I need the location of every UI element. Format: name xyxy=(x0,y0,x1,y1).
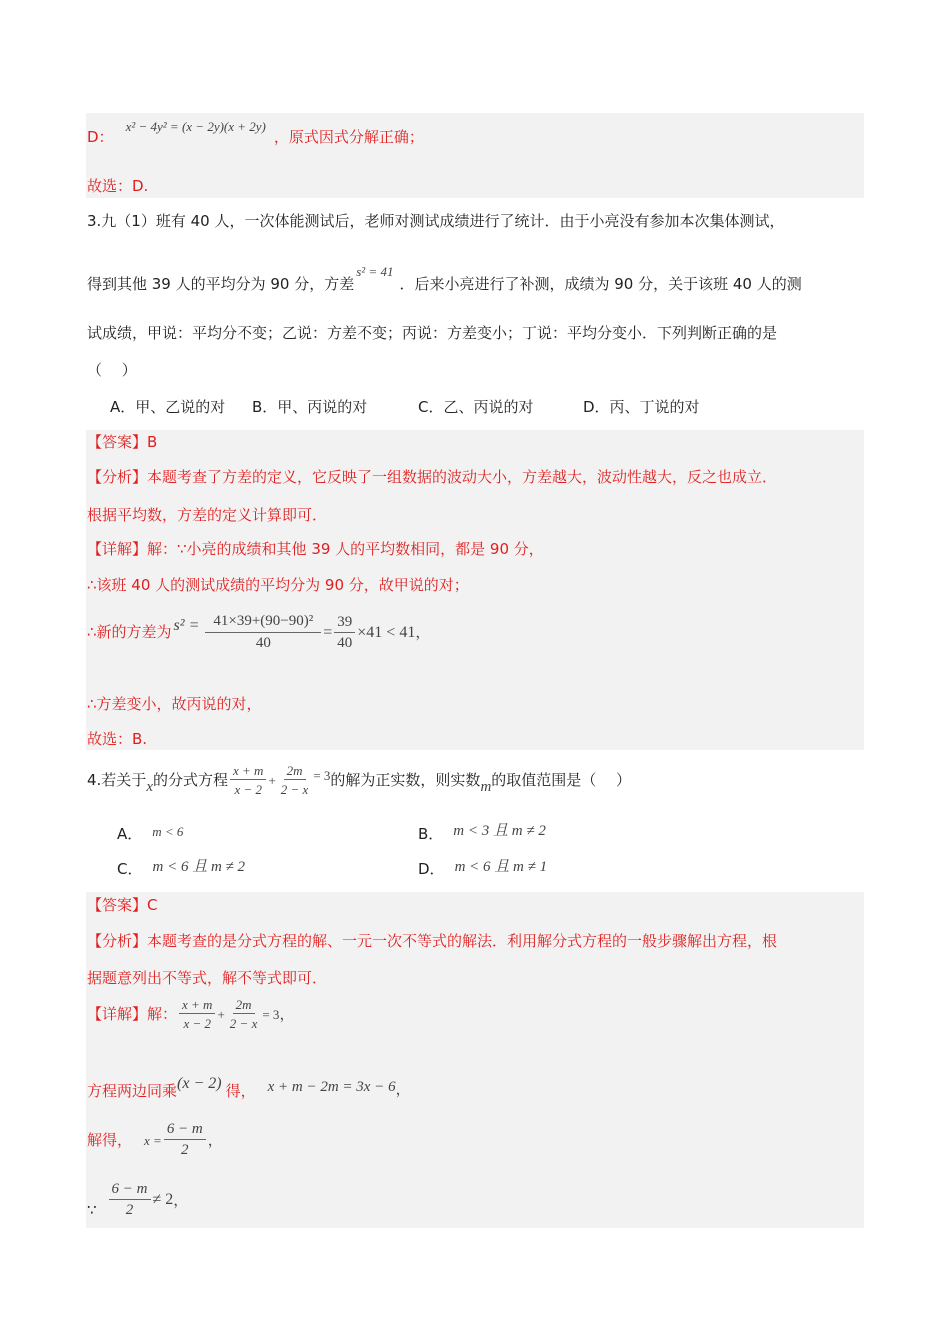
math: m < 3 且 m ≠ 2 xyxy=(453,823,546,839)
q3-detail: 【详解】解：∵小亮的成绩和其他 39 人的平均数相同，都是 90 分， xyxy=(87,540,544,558)
text: 的解为正实数，则实数 xyxy=(330,770,481,789)
q3-line: 3.九（1）班有 40 人，一次体能测试后，老师对测试成绩进行了统计．由于小亮没有参加本次集体测试， xyxy=(87,212,785,230)
text: 4.若关于 xyxy=(87,770,147,789)
fraction xyxy=(109,1182,151,1218)
q3-answer: 【答案】B xyxy=(87,433,158,451)
var: x xyxy=(146,778,153,795)
plus: + xyxy=(217,1006,225,1022)
var: m xyxy=(480,778,492,795)
equals: = xyxy=(323,623,333,641)
q4-detail-line xyxy=(87,998,294,1030)
q3-analysis: 根据平均数，方差的定义计算即可． xyxy=(87,506,328,524)
denominator: 40 xyxy=(255,635,271,651)
comma: ， xyxy=(207,1130,223,1149)
q4-option-b xyxy=(418,823,546,843)
factor: (x − 2) xyxy=(177,1074,222,1092)
text: ∴新的方差为 xyxy=(87,623,172,641)
q4-analysis: 据题意列出不等式，解不等式即可． xyxy=(87,969,328,987)
label: D： xyxy=(87,128,114,146)
text: 方程两边同乘 xyxy=(87,1082,178,1100)
lhs: s² = xyxy=(173,616,200,634)
text: ．后来小亮进行了补测，成绩为 90 分，关于该班 40 人的测 xyxy=(399,275,802,293)
q3-variance-line xyxy=(87,614,430,651)
fraction xyxy=(164,1122,206,1158)
q3-line: 试成绩，甲说：平均分不变；乙说：方差不变；丙说：方差变小；丁说：平均分变小．下列判断正确的是 xyxy=(87,324,778,342)
q4-analysis: 【分析】本题考查的是分式方程的解、一元一次不等式的解法．利用解分式方程的一般步骤解出方程，根 xyxy=(87,932,778,950)
q3-line xyxy=(87,264,802,293)
denominator: 2 − x xyxy=(229,1016,258,1031)
denominator: 2 xyxy=(181,1142,189,1158)
fraction xyxy=(179,998,215,1030)
denominator: 40 xyxy=(337,634,353,651)
numerator: 6 − m xyxy=(109,1182,151,1200)
label: A． xyxy=(117,825,143,843)
comma: ， xyxy=(173,1190,189,1209)
numerator: 6 − m xyxy=(164,1122,206,1140)
equals: = 3 xyxy=(313,767,331,783)
math: m < 6 且 m ≠ 2 xyxy=(152,859,246,875)
denominator: 2 xyxy=(125,1202,134,1218)
fraction xyxy=(278,764,312,796)
denominator: x − 2 xyxy=(234,782,262,797)
label: B． xyxy=(418,825,444,843)
formula: x² − 4y² = (x − 2y)(x + 2y) xyxy=(125,119,266,134)
formula: ×41 < 41 xyxy=(357,623,416,641)
numerator: x + m xyxy=(179,998,215,1014)
equation: x + m − 2m = 3x − 6 xyxy=(267,1079,396,1095)
q3-choose: 故选：B. xyxy=(87,730,148,748)
label: D． xyxy=(418,860,445,878)
fraction xyxy=(227,998,261,1030)
q3-option-a: A．甲、乙说的对 xyxy=(110,398,226,416)
numerator: 2m xyxy=(233,998,255,1014)
denominator: 2 − x xyxy=(280,782,309,797)
formula: s² = 41 xyxy=(356,264,394,279)
text: ，原式因式分解正确； xyxy=(273,128,424,146)
math: m < 6 且 m ≠ 1 xyxy=(454,859,548,875)
text: 得， xyxy=(225,1082,256,1100)
q3-option-b: B．甲、丙说的对 xyxy=(252,398,368,416)
text: 的取值范围是（ ） xyxy=(491,770,632,789)
q3-option-c: C．乙、丙说的对 xyxy=(418,398,534,416)
numerator: x + m xyxy=(230,764,266,780)
fraction xyxy=(205,614,321,651)
equals: = 3 xyxy=(262,1006,280,1022)
comma: ， xyxy=(279,1004,295,1023)
lhs: x = xyxy=(144,1132,162,1148)
text: 解得， xyxy=(87,1130,133,1149)
numerator: 39 xyxy=(334,615,355,633)
q3-detail: ∴该班 40 人的测试成绩的平均分为 90 分，故甲说的对； xyxy=(87,576,469,594)
text: 的分式方程 xyxy=(152,770,228,789)
q3-detail: ∴方差变小，故丙说的对， xyxy=(87,695,262,713)
text: 得到其他 39 人的平均分为 90 分，方差 xyxy=(87,275,355,293)
choose-line: 故选：D. xyxy=(87,177,149,195)
numerator: 41×39+(90−90)² xyxy=(205,614,321,633)
numerator: 2m xyxy=(284,764,306,780)
denominator: x − 2 xyxy=(183,1016,211,1031)
q4-option-d xyxy=(418,859,548,878)
option-d-line xyxy=(87,119,424,146)
because-symbol: ∵ xyxy=(87,1200,97,1219)
comma: ， xyxy=(395,1080,411,1098)
text: 【详解】解： xyxy=(87,1004,178,1023)
formula: ≠ 2 xyxy=(152,1191,174,1208)
plus: + xyxy=(268,772,276,788)
q3-analysis: 【分析】本题考查了方差的定义，它反映了一组数据的波动大小，方差越大，波动性越大，反之也成立． xyxy=(87,468,778,486)
q4-stem xyxy=(87,764,631,796)
q4-solve-line xyxy=(87,1122,223,1158)
q4-option-a xyxy=(117,824,184,843)
fraction xyxy=(230,764,266,796)
q4-answer: 【答案】C xyxy=(87,896,158,914)
label: C． xyxy=(117,860,143,878)
q4-multiply-line xyxy=(87,1068,411,1099)
fraction xyxy=(334,615,355,651)
q4-because-line xyxy=(87,1182,188,1218)
math: m < 6 xyxy=(152,824,184,839)
comma: ， xyxy=(415,623,431,641)
formula xyxy=(174,618,200,634)
q3-option-d: D．丙、丁说的对 xyxy=(583,398,700,416)
q4-option-c xyxy=(117,859,246,878)
q3-paren: （ ） xyxy=(87,361,137,379)
